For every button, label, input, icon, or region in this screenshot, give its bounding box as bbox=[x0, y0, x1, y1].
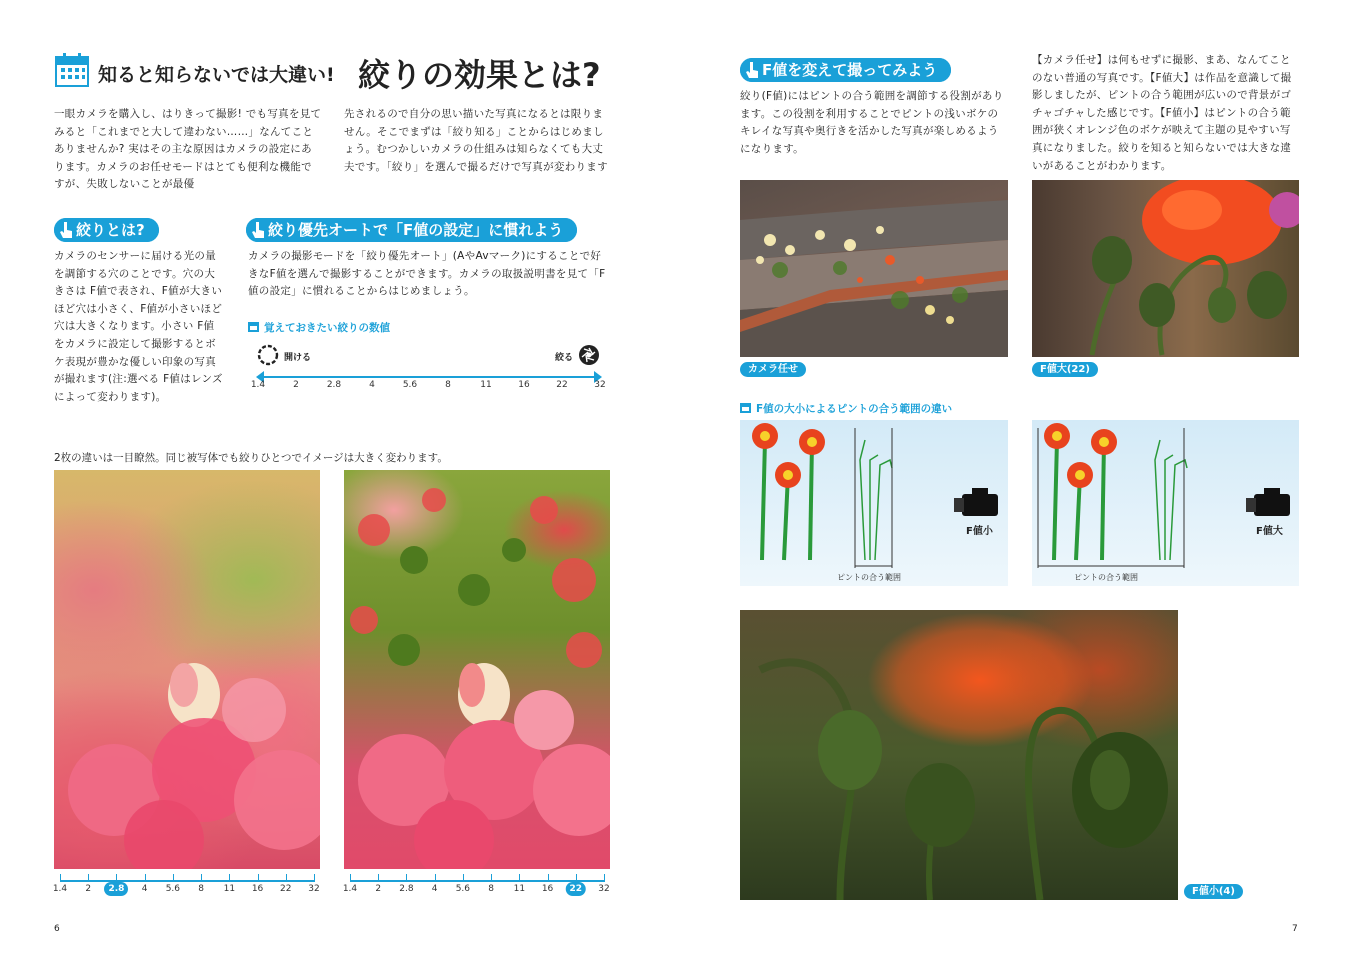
scale-close-label: 絞る bbox=[555, 353, 574, 363]
scale-label: 4 bbox=[431, 884, 438, 894]
scale-label: 2.8 bbox=[326, 380, 342, 390]
scale-tick bbox=[173, 874, 174, 882]
fvalue-text-col1: 絞り(F値)にはピントの合う範囲を調節する役割があります。この役割を利用することでピントの浅いボケのキレイな写真や奥行きを活かした写真が楽しめるようになります。 bbox=[740, 90, 1004, 155]
scale-label: 16 bbox=[251, 884, 264, 894]
scale-label: 16 bbox=[518, 380, 530, 390]
scale-label: 8 bbox=[488, 884, 494, 894]
tag-small: F値小(4) bbox=[1184, 884, 1243, 899]
scale-label: 2 bbox=[85, 884, 92, 894]
scale-label: 2.8 bbox=[399, 884, 414, 894]
diagram-title: F値の大小によるピントの合う範囲の違い bbox=[740, 401, 952, 416]
diagram-small-label: F値小 bbox=[966, 526, 993, 537]
scale-label: 1.4 bbox=[52, 884, 68, 894]
scale-label: 5.6 bbox=[455, 884, 471, 894]
diagram-f-small bbox=[740, 420, 1008, 586]
scale-tick bbox=[229, 874, 230, 882]
scale-label: 2 bbox=[293, 380, 299, 390]
scale-tick bbox=[145, 874, 146, 882]
scale-tick bbox=[491, 874, 492, 882]
scale-tick bbox=[519, 874, 520, 882]
scale-tick bbox=[201, 874, 202, 882]
aperture-open-icon bbox=[257, 344, 279, 366]
intro-text-col2: 先されるので自分の思い描いた写真になるとは限りません。そこでまずは「絞り知る」ことからはじめましょう。むつかしいカメラの仕組みは知らなくても大丈夫です。「絞り」を選んで撮るだけで写真が変わります bbox=[344, 108, 608, 173]
scale-tick bbox=[378, 874, 379, 882]
scale-label: 8 bbox=[445, 380, 451, 390]
scale-tick bbox=[314, 874, 315, 882]
scale-label: 4 bbox=[141, 884, 148, 894]
scale-tick bbox=[463, 874, 464, 882]
camera-icon bbox=[954, 488, 998, 516]
begonia-photo-f22 bbox=[344, 470, 610, 869]
calendar-icon bbox=[54, 52, 90, 88]
scale-tick bbox=[60, 874, 61, 882]
pointer-icon bbox=[744, 60, 760, 80]
garden-photo-auto bbox=[740, 180, 1008, 357]
scale-label: 1.4 bbox=[250, 380, 266, 390]
section-priority-title: 絞り優先オートで「F値の設定」に慣れよう bbox=[246, 218, 577, 242]
scale-label-selected: 22 bbox=[566, 882, 587, 896]
photo1-scale bbox=[52, 872, 320, 902]
scale-label: 2 bbox=[375, 884, 382, 894]
scale-tick bbox=[435, 874, 436, 882]
scale-label: 5.6 bbox=[165, 884, 181, 894]
section-fvalue-title: F値を変えて撮ってみよう bbox=[740, 58, 951, 82]
focus-range-label: ピントの合う範囲 bbox=[1074, 573, 1138, 582]
aperture-scale bbox=[250, 368, 606, 398]
scale-tick bbox=[576, 874, 577, 882]
page-title: 絞りの効果とは? bbox=[358, 56, 601, 94]
section-priority-text: カメラの撮影モードを「絞り優先オート」(AやAvマーク)にすることで好きなF値を選んで撮影することができます。カメラの取扱説明書を見て「F値の設定」に慣れることからはじめましょう。 bbox=[248, 250, 606, 298]
scale-tick bbox=[548, 874, 549, 882]
fvalue-text-col2: 【カメラ任せ】は何もせずに撮影、まあ、なんてことのない普通の写真です。【F値大】は作品を意識して撮影しましたが、ピントの合う範囲が広いので背景がゴチャゴチャした感じです。【F値小】はピントの合う範囲が狭くオレンジ色のボケが映えて主題の見やすい写真になりました。絞りを知ると知らないでは大きな違いがあることがわかります。 bbox=[1032, 54, 1292, 172]
poppy-photo-f4 bbox=[740, 610, 1178, 900]
diagram-large-label: F値大 bbox=[1256, 526, 1283, 537]
scale-label: 32 bbox=[594, 380, 606, 390]
scale-label: 5.6 bbox=[402, 380, 418, 390]
scale-label: 22 bbox=[556, 380, 568, 390]
compare-caption: 2枚の違いは一目瞭然。同じ被写体でも絞りひとつでイメージは大きく変わります。 bbox=[54, 452, 448, 464]
scale-label: 32 bbox=[598, 884, 610, 894]
scale-tick bbox=[406, 874, 407, 882]
scale-label: 11 bbox=[223, 884, 236, 894]
scale-tick bbox=[286, 874, 287, 882]
photo2-scale bbox=[342, 872, 610, 902]
scale-tick bbox=[116, 874, 117, 882]
tag-large: F値大(22) bbox=[1032, 362, 1098, 377]
pointer-icon bbox=[250, 220, 266, 240]
scale-tick bbox=[350, 874, 351, 882]
section-aperture-text: カメラのセンサーに届ける光の量を調節する穴のことです。穴の大きさは F値で表され、F値が大きいほど穴は小さく、F値が小さいほど穴は大きくなります。小さい F値をカメラに設定して撮影するとボケ表現が豊かな優しい印象の写真が撮れます(注:選べる F値はレンズによって変わります)。 bbox=[54, 250, 223, 403]
begonia-photo-f2.8 bbox=[54, 470, 320, 869]
scale-label: 1.4 bbox=[342, 884, 358, 894]
scale-label: 8 bbox=[198, 884, 204, 894]
scale-label-selected: 2.8 bbox=[104, 882, 128, 896]
aperture-closed-icon bbox=[578, 344, 600, 366]
pointer-icon bbox=[58, 220, 74, 240]
title-small: 知ると知らないでは大違い! bbox=[98, 64, 335, 86]
intro-text-col1: 一眼カメラを購入し、はりきって撮影! でも写真を見てみると「これまでと大して違わない……」なんてことありませんか? 実はその主な原因はカメラの設定にあります。カメラのお任せモードはとても便利な機能ですが、失敗しないことが最優 bbox=[54, 108, 322, 191]
scale-label: 32 bbox=[308, 884, 320, 894]
section-aperture-title: 絞りとは? bbox=[54, 218, 159, 242]
tag-auto: カメラ任せ bbox=[740, 362, 806, 377]
page-number-left: 6 bbox=[54, 924, 60, 934]
diagram-f-large bbox=[1032, 420, 1299, 586]
scale-label: 11 bbox=[480, 380, 492, 390]
scale-tick bbox=[604, 874, 605, 882]
scale-label: 22 bbox=[280, 884, 292, 894]
camera-icon bbox=[1246, 488, 1290, 516]
page-number-right: 7 bbox=[1292, 924, 1298, 934]
poppy-photo-f22 bbox=[1032, 180, 1299, 357]
scale-label: 16 bbox=[541, 884, 554, 894]
scale-tick bbox=[88, 874, 89, 882]
scale-tick bbox=[258, 874, 259, 882]
scale-open-label: 開ける bbox=[284, 353, 312, 363]
scale-title: 覚えておきたい絞りの数値 bbox=[248, 320, 390, 335]
scale-label: 11 bbox=[513, 884, 526, 894]
focus-range-label: ピントの合う範囲 bbox=[837, 573, 901, 582]
scale-label: 4 bbox=[369, 380, 375, 390]
